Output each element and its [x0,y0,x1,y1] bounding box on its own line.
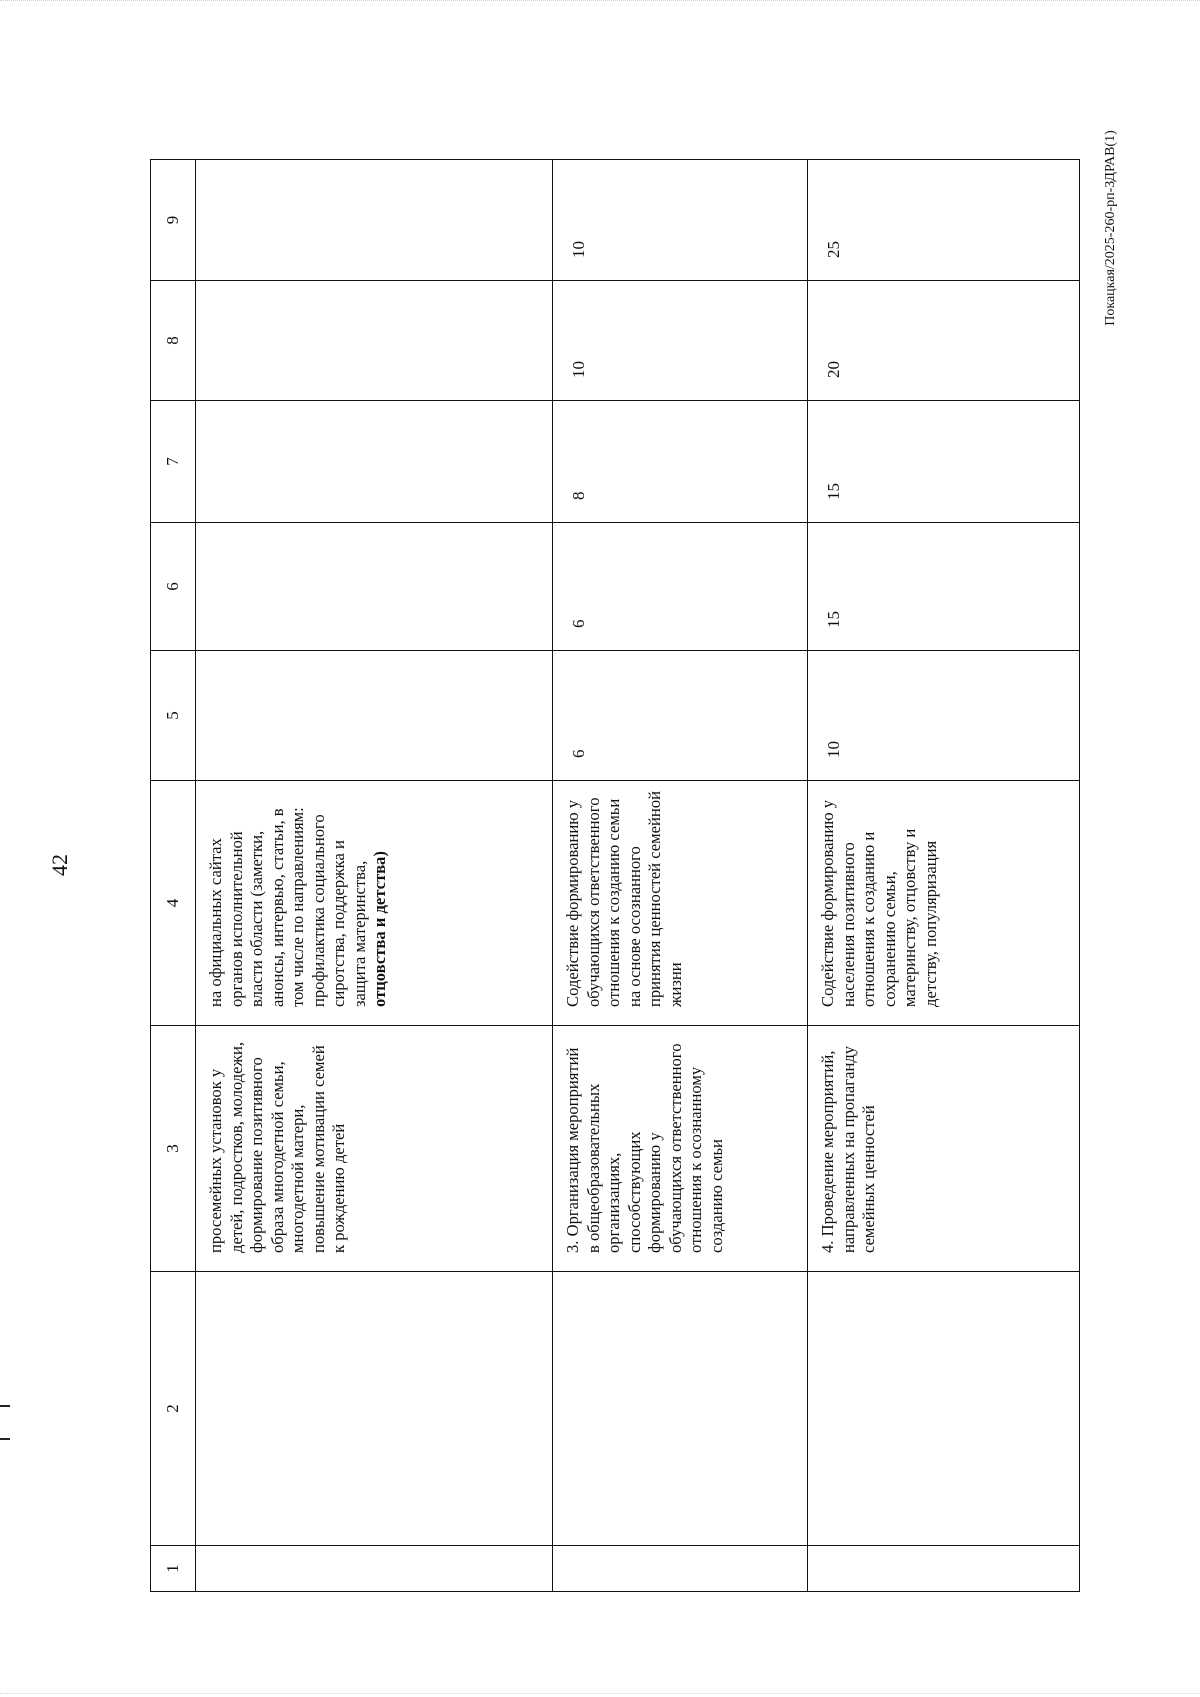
header-row [151,160,196,1592]
cell-col-8 [196,281,553,401]
cell-col-9: 10 [553,160,808,281]
cell-col-3: 3. Организация мероприятий в общеобразовательных организациях, способствующих формированию у обучающихся ответственного отношения к осознанному созданию семьи [553,1026,808,1272]
scan-edge-top [0,0,1200,7]
page-number: 42 [47,854,72,876]
cell-col-1 [553,1546,808,1592]
cell-col-5 [196,651,553,781]
header-col-9: 9 [151,160,196,281]
header-col-3: 3 [151,1026,196,1272]
cell-col-7 [196,401,553,523]
cell-col-7: 8 [553,401,808,523]
cell-col-1 [196,1546,553,1592]
header-col-6: 6 [151,523,196,651]
cell-col-2 [196,1272,553,1546]
header-col-8: 8 [151,281,196,401]
cell-col-6: 6 [553,523,808,651]
cell-text: на официальных сайтах органов исполнительной власти области (заметки, анонсы, интервью, статьи, в том числе по направлениям: профилактика социального сиротства, поддержка и защита материнства, [206,807,369,1007]
scan-mark [0,1405,10,1407]
table-row [196,160,553,1592]
cell-col-4 [196,781,553,1026]
document-code [1101,130,1121,326]
cell-col-5: 10 [808,651,1080,781]
cell-col-2 [808,1272,1080,1546]
table-row [808,160,1080,1592]
header-col-4: 4 [151,781,196,1026]
cell-col-4 [553,781,808,1026]
cell-col-8: 10 [553,281,808,401]
cell-col-2 [553,1272,808,1546]
cell-col-9 [196,160,553,281]
cell-col-6 [196,523,553,651]
cell-col-5: 6 [553,651,808,781]
header-col-7: 7 [151,401,196,523]
measures-table [150,159,1080,1592]
header-col-5: 5 [151,651,196,781]
cell-col-8: 20 [808,281,1080,401]
cell-text: Содействие формированию у обучающихся ответственного отношения к созданию семьи на основе осознанного принятия ценностей семейной жизни [563,791,685,1007]
table-row [553,160,808,1592]
cell-col-3: 4. Проведение мероприятий, направленных на пропаганду семейных ценностей [808,1026,1080,1272]
cell-col-7: 15 [808,401,1080,523]
cell-col-3: просемейных установок у детей, подростков, молодежи, формирование позитивного образа многодетной семьи, многодетной матери, повышение мотивации семей к рождению детей [196,1026,553,1272]
header-col-2: 2 [151,1272,196,1546]
header-col-1: 1 [151,1546,196,1592]
scan-mark [0,1438,10,1440]
rotated-table-wrapper [150,160,1080,1592]
scan-edge-bottom [0,1689,1200,1694]
cell-col-4 [808,781,1080,1026]
cell-col-1 [808,1546,1080,1592]
document-code-text: Покацкая/2025-260-рп-ЗДРАВ(1) [1103,130,1118,326]
cell-col-6: 15 [808,523,1080,651]
cell-col-9: 25 [808,160,1080,281]
table-container [150,160,1080,1592]
cell-text-bold: отцовства и детства) [370,851,389,1007]
cell-text: Содействие формированию у населения позитивного отношения к созданию и сохранению семьи, материнству, отцовству и детству, популяризация [818,799,940,1007]
